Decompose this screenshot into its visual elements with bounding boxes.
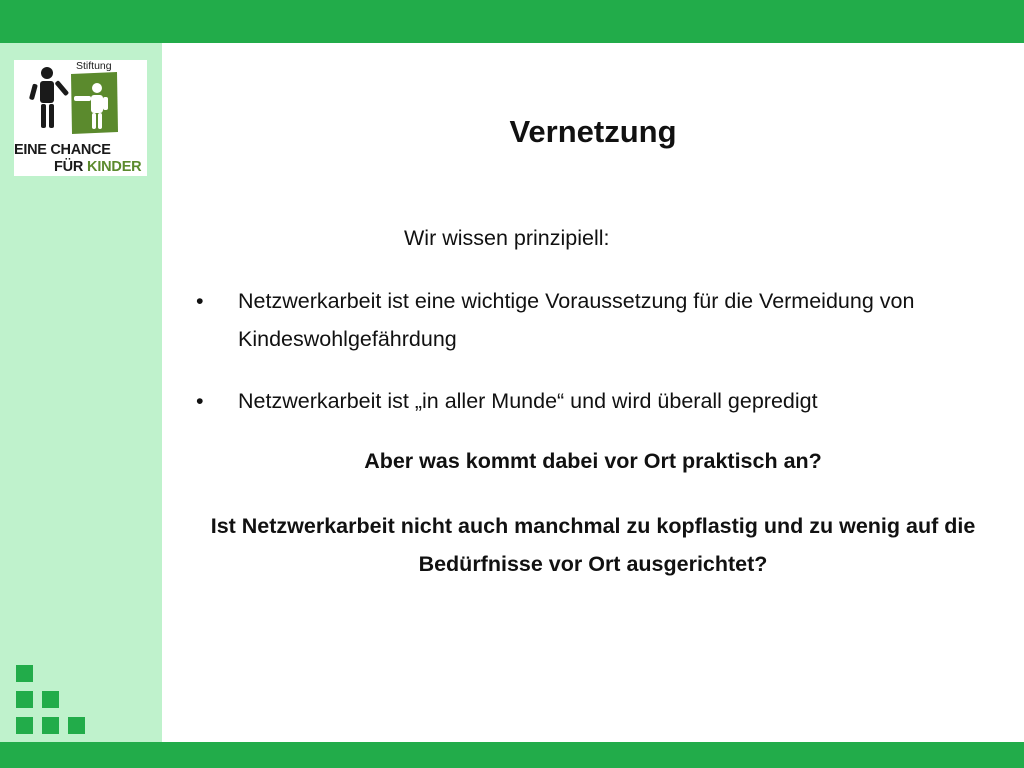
bullet-dot: • xyxy=(196,389,204,413)
slide-title: Vernetzung xyxy=(509,114,677,149)
bullet-text: Netzwerkarbeit ist eine wichtige Voraussetzung für die Vermeidung von Kindeswohlgefährdung xyxy=(238,289,915,351)
question-2: Ist Netzwerkarbeit nicht auch manchmal zu kopflastig und zu wenig auf die Bedürfnisse vor Ort ausgerichtet? xyxy=(210,514,976,576)
children-figures-icon xyxy=(14,60,147,142)
top-bar xyxy=(0,0,1024,43)
bullet-dot: • xyxy=(196,289,204,313)
logo-fuer-text: FÜR xyxy=(54,159,84,175)
intro-text: Wir wissen prinzipiell: xyxy=(404,226,610,250)
logo-stiftung-text: Stiftung xyxy=(76,60,112,72)
logo xyxy=(14,60,147,176)
bottom-bar xyxy=(0,742,1024,768)
bullet-text: Netzwerkarbeit ist „in aller Munde“ und wird überall gepredigt xyxy=(238,389,818,413)
logo-line-1: EINE CHANCE xyxy=(14,142,111,158)
question-1: Aber was kommt dabei vor Ort praktisch an? xyxy=(364,449,822,473)
logo-line-2 xyxy=(54,159,141,175)
logo-kinder-text: KINDER xyxy=(87,159,142,175)
